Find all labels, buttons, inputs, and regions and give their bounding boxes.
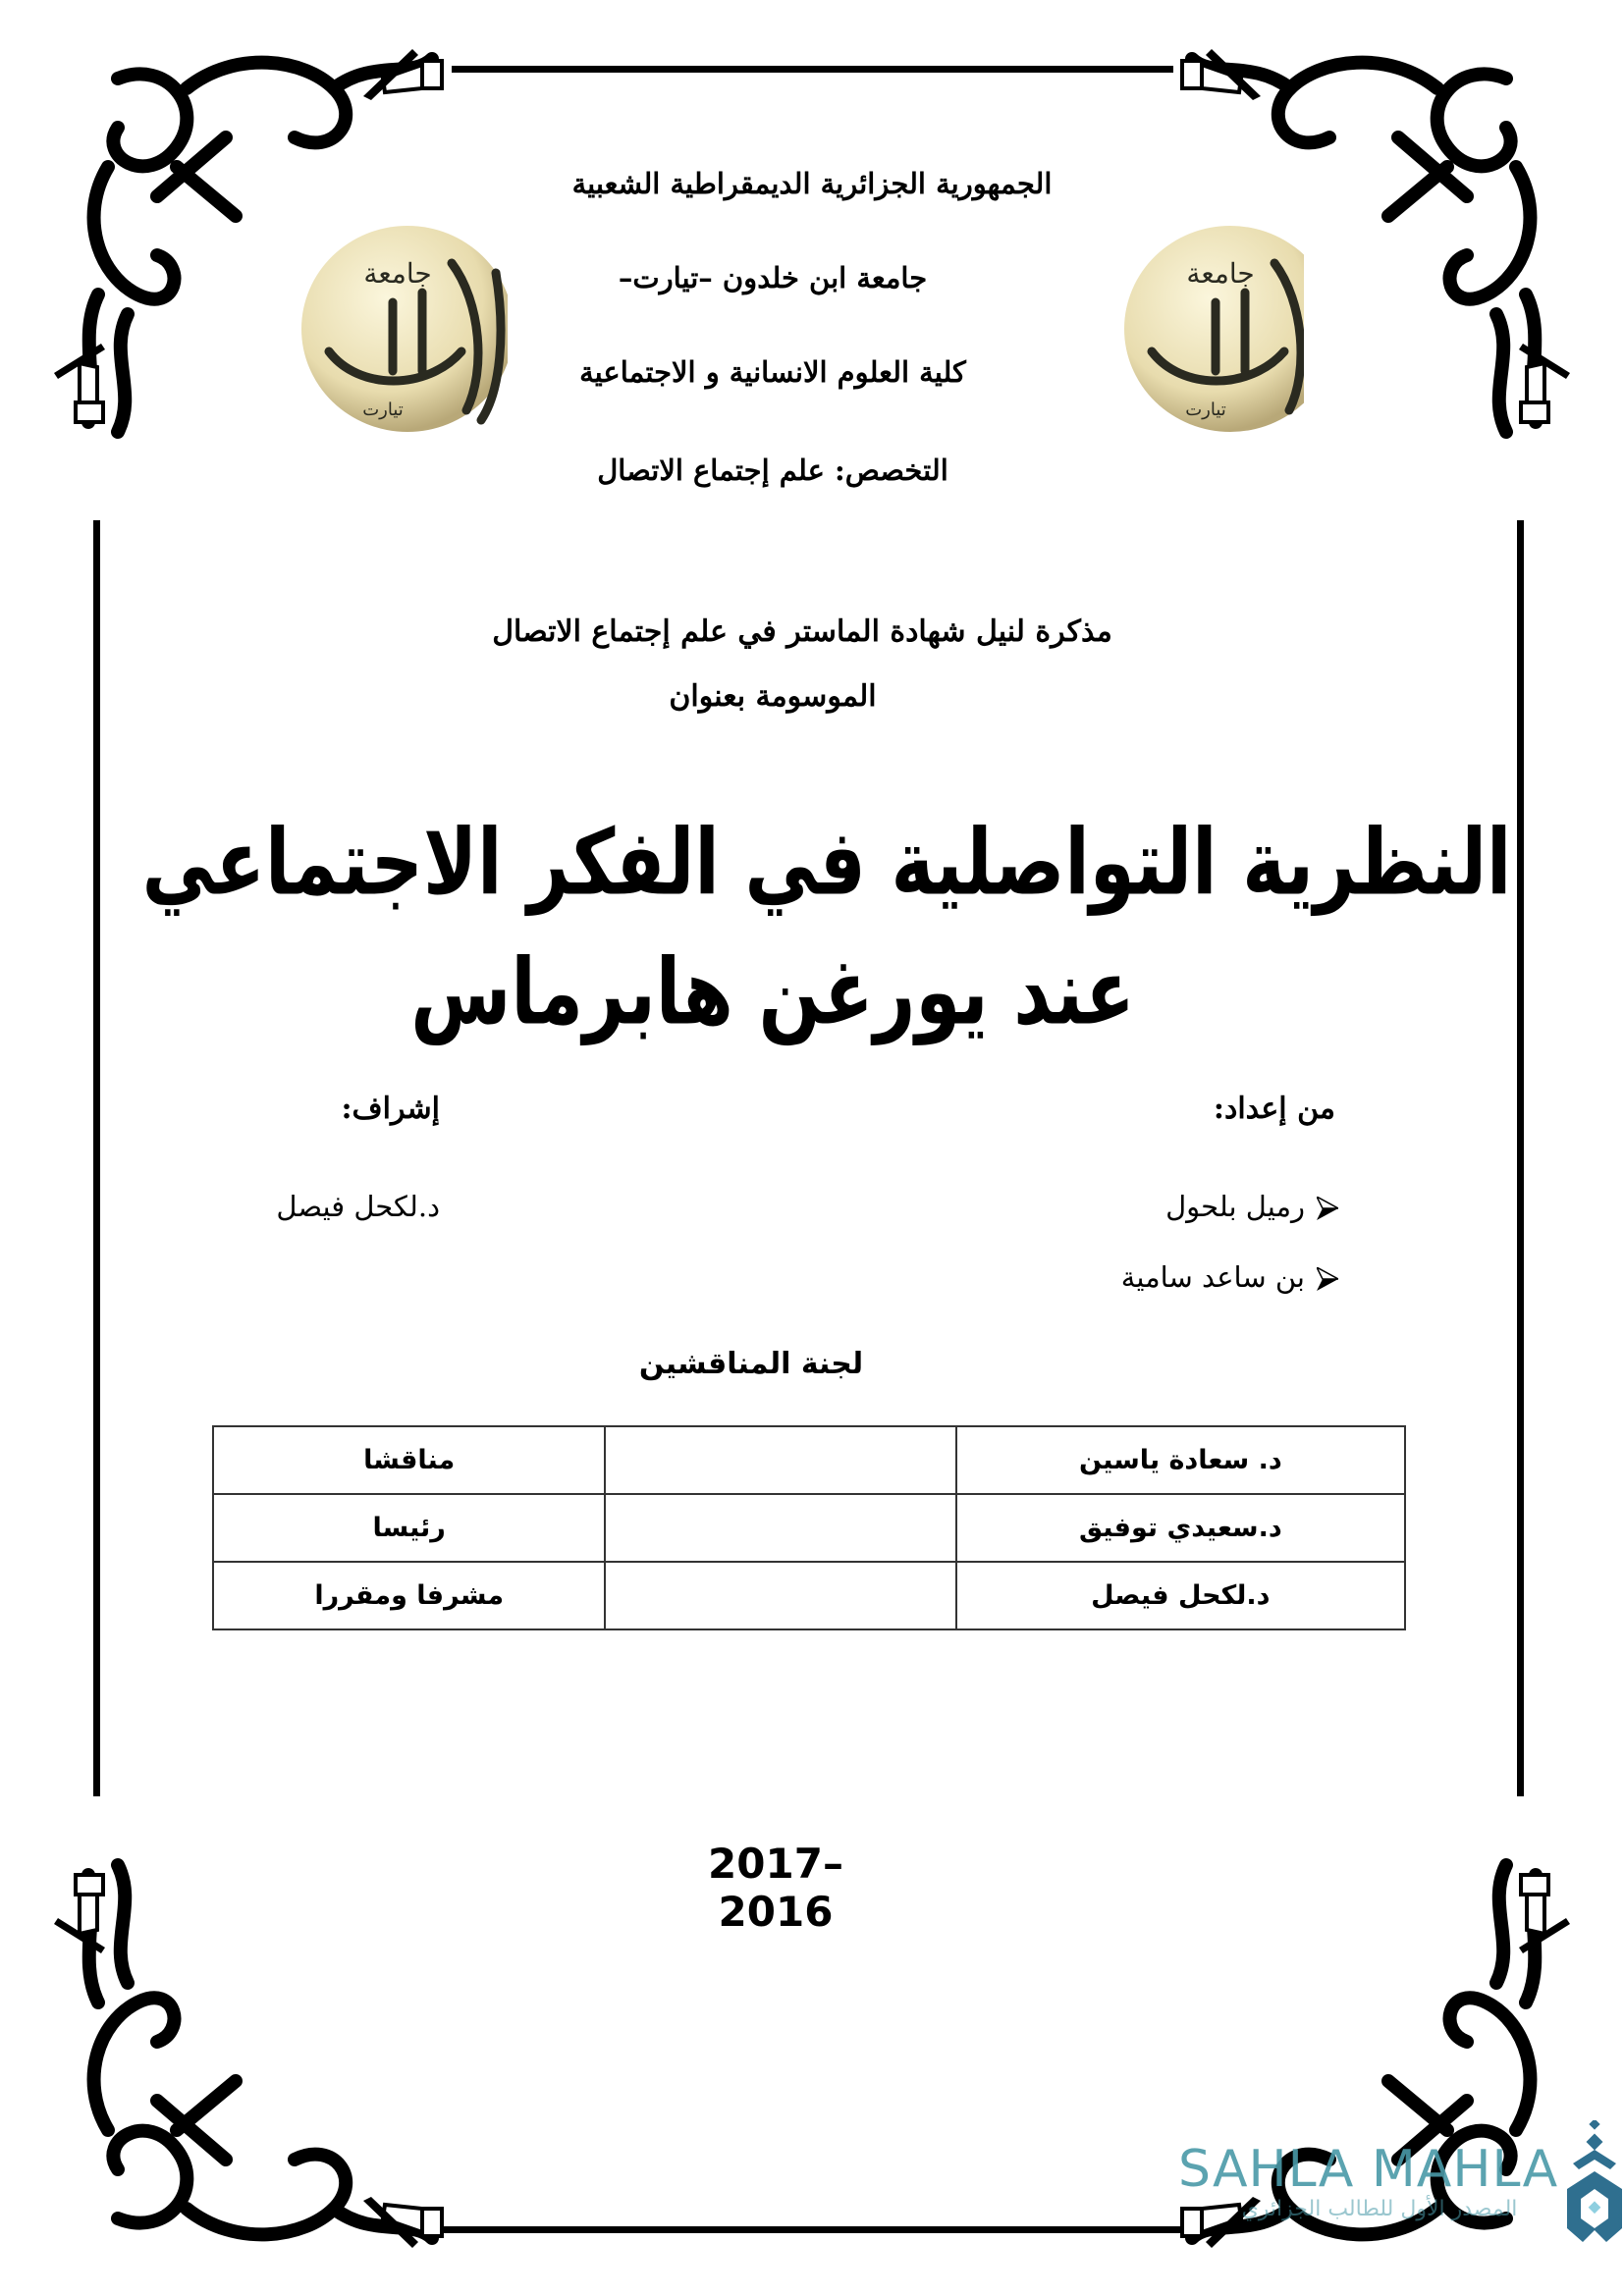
jury-member-institution [605, 1494, 955, 1562]
watermark-brand: SAHLA MAHLA [1178, 2140, 1559, 2199]
jury-member-name: د. سعادة ياسين [956, 1426, 1405, 1494]
titled-label: الموسومة بعنوان [669, 679, 877, 714]
jury-member-name: د.لكحل فيصل [956, 1562, 1405, 1629]
faculty-name: كلية العلوم الانسانية و الاجتماعية [579, 355, 966, 389]
university-logo-right [1122, 224, 1304, 435]
table-row [213, 1494, 1405, 1562]
jury-member-institution [605, 1562, 955, 1629]
sahla-mahla-logo-icon [1567, 2120, 1624, 2258]
table-row [213, 1426, 1405, 1494]
supervision-label: إشراف: [341, 1092, 440, 1126]
thesis-purpose: مذكرة لنيل شهادة الماستر في علم إجتماع الاتصال [492, 614, 1112, 649]
jury-member-role: رئيسا [213, 1494, 605, 1562]
table-row [213, 1562, 1405, 1629]
frame-bottom-line [432, 2226, 1188, 2233]
student-item [1121, 1260, 1338, 1294]
university-logo-left [299, 224, 508, 435]
country-name: الجمهورية الجزائرية الديمقراطية الشعبية [571, 167, 1053, 200]
svg-text:تيارت: تيارت [362, 400, 404, 420]
jury-member-institution [605, 1426, 955, 1494]
prepared-by-label: من إعداد: [1213, 1092, 1335, 1126]
jury-table [212, 1425, 1406, 1630]
jury-member-role: مشرفا ومقررا [213, 1562, 605, 1629]
supervisor-name: د.لكحل فيصل [276, 1190, 440, 1223]
jury-title: لجنة المناقشين [638, 1347, 864, 1381]
svg-text:تيارت: تيارت [1185, 400, 1226, 420]
frame-top-line [452, 66, 1173, 73]
academic-year: 2017–2016 [708, 1840, 843, 1936]
thesis-title-line-1: النظرية التواصلية في الفكر الاجتماعي [141, 810, 1512, 916]
thesis-title-line-2: عند يورغن هابرماس [410, 939, 1135, 1045]
university-name: جامعة ابن خلدون –تيارت– [618, 261, 928, 294]
svg-text:جامعة: جامعة [363, 257, 432, 290]
svg-text:جامعة: جامعة [1186, 257, 1255, 290]
watermark [1178, 2140, 1624, 2268]
jury-member-name: د.سعيدي توفيق [956, 1494, 1405, 1562]
corner-ornament-bottom-left-icon [39, 1845, 471, 2277]
specialty: التخصص: علم إجتماع الاتصال [597, 454, 948, 487]
jury-member-role: مناقشا [213, 1426, 605, 1494]
watermark-tagline: المصدر الأول للطالب الجزائري [1241, 2197, 1518, 2221]
student-name: رميل بلحول [1165, 1190, 1305, 1223]
student-name: بن ساعد سامية [1120, 1260, 1305, 1294]
arrow-bullet-icon [1317, 1197, 1338, 1220]
student-item [1165, 1190, 1338, 1223]
arrow-bullet-icon [1317, 1267, 1338, 1291]
